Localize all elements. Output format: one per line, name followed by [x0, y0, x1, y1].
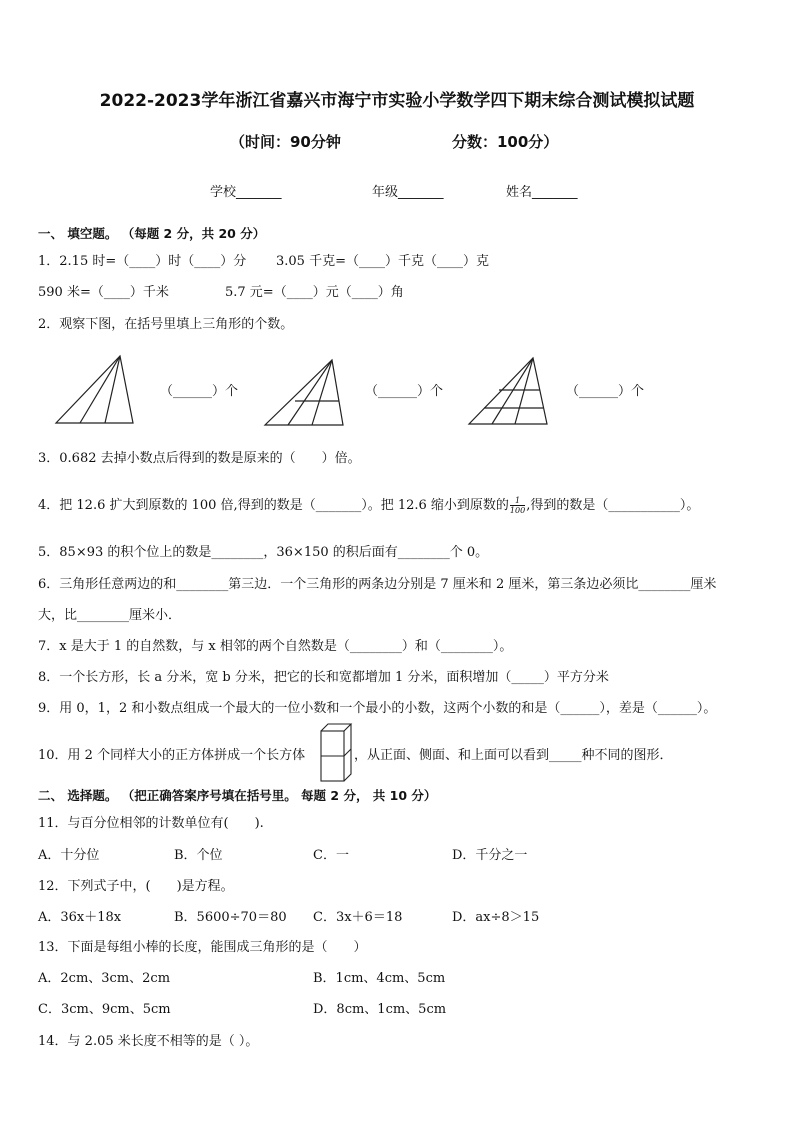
q11-option-d[interactable]: D．千分之一: [452, 848, 528, 863]
fraction-numerator: 1: [510, 496, 525, 506]
exam-time: （时间：90分钟: [230, 133, 341, 151]
question-3: 3．0.682 去掉小数点后得到的数是原来的（ ）倍。: [38, 451, 361, 466]
question-8: 8．一个长方形，长 a 分米，宽 b 分米，把它的长和宽都增加 1 分米，面积增加（_____）平方分米: [38, 670, 609, 685]
fraction-denominator: 100: [509, 506, 526, 515]
triangle-figure-3: [466, 356, 550, 427]
grade-field[interactable]: 年级_______: [372, 185, 444, 200]
cuboid-figure: [319, 722, 353, 784]
q11-option-a[interactable]: A．十分位: [38, 848, 100, 863]
name-field[interactable]: 姓名_______: [506, 185, 578, 200]
q12-option-d[interactable]: D．ax÷8＞15: [452, 910, 540, 925]
q11-option-b[interactable]: B．个位: [174, 848, 223, 863]
question-2-blank-1[interactable]: （______）个: [160, 384, 239, 399]
q13-option-d[interactable]: D．8cm、1cm、5cm: [313, 1002, 447, 1017]
question-13: 13．下面是每组小棒的长度，能围成三角形的是（ ）: [38, 940, 367, 955]
question-4: [38, 494, 699, 515]
triangle-figure-2: [262, 358, 346, 428]
exam-score: 分数：100分）: [452, 133, 559, 151]
question-2: 2．观察下图，在括号里填上三角形的个数。: [38, 317, 294, 332]
question-4-part-a: 4．把 12.6 扩大到原数的 100 倍,得到的数是（_______）。把 12.6 缩小到原数的: [38, 498, 509, 513]
question-7: 7．x 是大于 1 的自然数，与 x 相邻的两个自然数是（________）和（________）。: [38, 639, 513, 654]
question-11: 11．与百分位相邻的计数单位有( ).: [38, 816, 264, 831]
question-1d: 5.7 元=（____）元（____）角: [225, 285, 404, 300]
q12-option-c[interactable]: C．3x＋6＝18: [313, 910, 403, 925]
exam-title: 2022-2023学年浙江省嘉兴市海宁市实验小学数学四下期末综合测试模拟试题: [99, 91, 695, 111]
question-10a: 10．用 2 个同样大小的正方体拼成一个长方体: [38, 748, 306, 763]
question-1a: 1．2.15 时=（____）时（____）分: [38, 254, 247, 269]
question-14: 14．与 2.05 米长度不相等的是（ ）。: [38, 1034, 259, 1049]
question-1c: 590 米=（____）千米: [38, 285, 169, 300]
question-9: 9．用 0，1，2 和小数点组成一个最大的一位小数和一个最小的小数，这两个小数的和是（______），差是（______）。: [38, 701, 717, 716]
question-10b: ，从正面、侧面、和上面可以看到_____种不同的图形．: [354, 748, 673, 763]
question-12: 12．下列式子中，( )是方程。: [38, 879, 234, 894]
q12-option-b[interactable]: B．5600÷70＝80: [174, 910, 287, 925]
q11-option-c[interactable]: C．一: [313, 848, 349, 863]
q12-option-a[interactable]: A．36x＋18x: [38, 910, 122, 925]
q13-option-b[interactable]: B．1cm、4cm、5cm: [313, 971, 446, 986]
triangle-figure-1: [54, 354, 136, 426]
question-6a: 6．三角形任意两边的和________第三边．一个三角形的两条边分别是 7 厘米和 2 厘米，第三条边必须比________厘米: [38, 577, 717, 592]
fraction-one-hundredth: [510, 496, 525, 515]
question-5: 5．85×93 的积个位上的数是________，36×150 的积后面有________个 0。: [38, 545, 489, 560]
question-2-blank-3[interactable]: （______）个: [566, 384, 645, 399]
question-4-part-b: ,得到的数是（___________）。: [526, 498, 700, 513]
question-1b: 3.05 千克=（____）千克（____）克: [276, 254, 489, 269]
school-field[interactable]: 学校_______: [210, 185, 282, 200]
section2-heading: 二、 选择题。 （把正确答案序号填在括号里。 每题 2 分， 共 10 分）: [38, 788, 437, 803]
q13-option-a[interactable]: A．2cm、3cm、2cm: [38, 971, 171, 986]
q13-option-c[interactable]: C．3cm、9cm、5cm: [38, 1002, 171, 1017]
question-2-blank-2[interactable]: （______）个: [365, 384, 444, 399]
section1-heading: 一、 填空题。 （每题 2 分，共 20 分）: [38, 226, 266, 241]
question-6b: 大，比________厘米小．: [38, 608, 182, 623]
